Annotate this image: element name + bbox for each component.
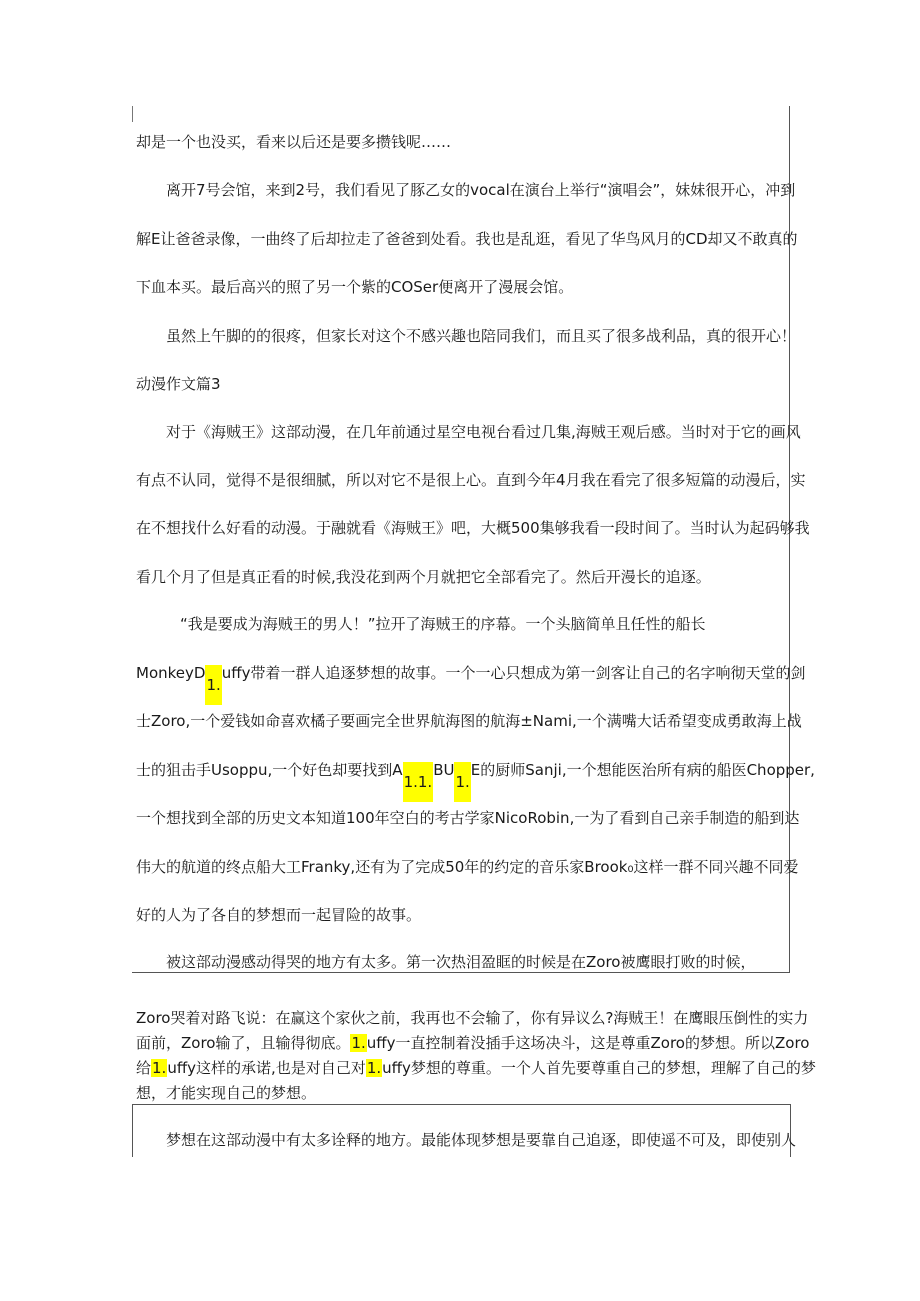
text-run: MonkeyD — [136, 664, 206, 682]
paragraph-line: 士Zoro,一个爱钱如命喜欢橘子要画完全世界航海图的航海±Nami,一个满嘴大话希望变成勇敢海上战 — [136, 712, 802, 730]
paragraph-line: 虽然上午脚的的很疼，但家长对这个不感兴趣也陪同我们，而且买了很多战利品，真的很开心！ — [166, 327, 797, 345]
section-heading: 动漫作文篇3 — [136, 375, 221, 393]
paragraph-line: 好的人为了各自的梦想而一起冒险的故事。 — [136, 906, 422, 924]
paragraph-line: 对于《海贼王》这部动漫，在几年前通过星空电视台看过几集,海贼王观后感。当时对于它的画风 — [166, 423, 801, 441]
paragraph-line: 梦想在这部动漫中有太多诠释的地方。最能体现梦想是要靠自己追逐，即使遥不可及，即使别人 — [166, 1131, 797, 1149]
text-run: 面前，Zoro输了，且输得彻底。 — [136, 1034, 351, 1052]
paragraph-line: “我是要成为海贼王的男人！”拉开了海贼王的序幕。一个头脑简单且任性的船长 — [180, 615, 706, 633]
highlight-mark: 1. — [152, 1059, 167, 1077]
text-run: 士的狙击手Usoppu,一个好色却要找到A — [136, 761, 403, 779]
text-run: uffy梦想的尊重。一个人首先要尊重自己的梦想，理解了自己的梦 — [382, 1059, 816, 1077]
paragraph-line — [136, 1033, 809, 1053]
text-run: E的厨师Sanji,一个想能医治所有病的船医Chopper, — [470, 761, 815, 779]
highlight-mark: 1. — [205, 665, 221, 705]
paragraph-line: 想，才能实现自己的梦想。 — [136, 1084, 317, 1102]
paragraph-line: 伟大的航道的终点船大工Franky,还有为了完成50年的约定的音乐家Brook₀这样一群不同兴趣不同爱 — [136, 858, 799, 876]
paragraph-line: 解E让爸爸录像，一曲终了后却拉走了爸爸到处看。我也是乱逛，看见了华鸟风月的CD却又不敢真的 — [136, 230, 798, 248]
paragraph-line: 一个想找到全部的历史文本知道100年空白的考古学家NicoRobin,一为了看到自己亲手制造的船到达 — [136, 809, 800, 827]
highlight-mark: 1. — [454, 762, 470, 802]
paragraph-line — [136, 1058, 816, 1078]
paragraph-line: Zoro哭着对路飞说：在赢这个家伙之前，我再也不会输了，你有异议么?海贼王！在鹰眼压倒性的实力 — [136, 1009, 809, 1027]
paragraph-line: 看几个月了但是真正看的时候,我没花到两个月就把它全部看完了。然后开漫长的追逐。 — [136, 568, 711, 586]
paragraph-line: 被这部动漫感动得哭的地方有太多。第一次热泪盈眶的时候是在Zoro被鹰眼打败的时候， — [166, 953, 756, 971]
paragraph-line: 却是一个也没买，看来以后还是要多攒钱呢…… — [136, 133, 452, 151]
paragraph-line: 在不想找什么好看的动漫。于融就看《海贼王》吧，大概500集够我看一段时间了。当时认为起码够我 — [136, 519, 810, 537]
text-run: 给 — [136, 1059, 152, 1077]
paragraph-line — [136, 663, 805, 705]
highlight-mark: 1. — [366, 1059, 382, 1077]
paragraph-line: 离开7号会馆，来到2号，我们看见了豚乙女的vocal在演台上举行“演唱会”，妹妹很开心，冲到 — [166, 181, 796, 199]
paragraph-line: 有点不认同，觉得不是很细腻，所以对它不是很上心。直到今年4月我在看完了很多短篇的动漫后，实 — [136, 471, 806, 489]
highlight-mark: 1.1. — [403, 762, 434, 802]
highlight-mark: 1. — [351, 1034, 366, 1052]
frame-edge — [132, 106, 133, 122]
paragraph-line: 下血本买。最后高兴的照了另一个紫的COSer便离开了漫展会馆。 — [136, 278, 574, 296]
text-run: uffy带着一群人追逐梦想的故事。一个一心只想成为第一剑客让自己的名字响彻天堂的剑 — [221, 664, 806, 682]
text-run: BU — [433, 761, 455, 779]
text-run: uffy这样的承诺,也是对自己对 — [167, 1059, 366, 1077]
text-run: uffy一直控制着没插手这场决斗，这是尊重Zoro的梦想。所以Zoro — [366, 1034, 810, 1052]
paragraph-line — [136, 760, 815, 802]
